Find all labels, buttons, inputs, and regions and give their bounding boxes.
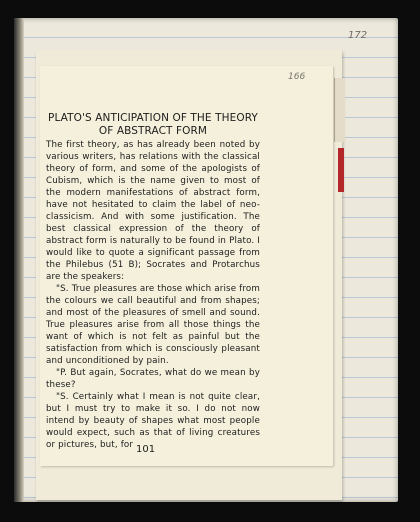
pencil-page-number: 166 — [288, 72, 306, 82]
page-title — [46, 112, 260, 138]
title-line-1: PLATO'S ANTICIPATION OF THE THEORY — [48, 112, 258, 124]
paragraph-4: "S. Certainly what I mean is not quite clear, but I must try to make it so. I do not now intend by beauty of shapes what most people would expect, such as that of living creatures or pictures, but, for — [46, 392, 260, 450]
paragraph-1: The first theory, as has already been noted by various writers, has relations with the classical theory of form, and some of the apologists of Cubism, which is the name given to most of the modern manifestations of abstract form, have not hesitated to claim the label of neo-classicism. And with some justification. The best classical expression of the theory of abstract form is naturally to be found in Plato. I would like to quote a significant passage from the Philebus (51 B); Socrates and Protarchus are the speakers: — [46, 140, 260, 282]
page-number: 101 — [136, 444, 156, 455]
paragraph-3: "P. But again, Socrates, what do we mean by these? — [46, 368, 260, 390]
title-line-2: OF ABSTRACT FORM — [98, 125, 208, 137]
page-content — [46, 112, 260, 451]
notebook-binding — [14, 18, 24, 502]
red-marker-tab — [338, 148, 344, 192]
edge-tab — [334, 78, 345, 142]
paragraph-2: "S. True pleasures are those which arise from the colours we call beautiful and from shapes; and most of the pleasures of smell and sound. True pleasures arise from all those things the want of which is not felt as painful but the satisfaction from which is consciously pleasant and unconditioned by pain. — [46, 284, 260, 366]
corner-pencil-note: 172 — [348, 30, 368, 41]
